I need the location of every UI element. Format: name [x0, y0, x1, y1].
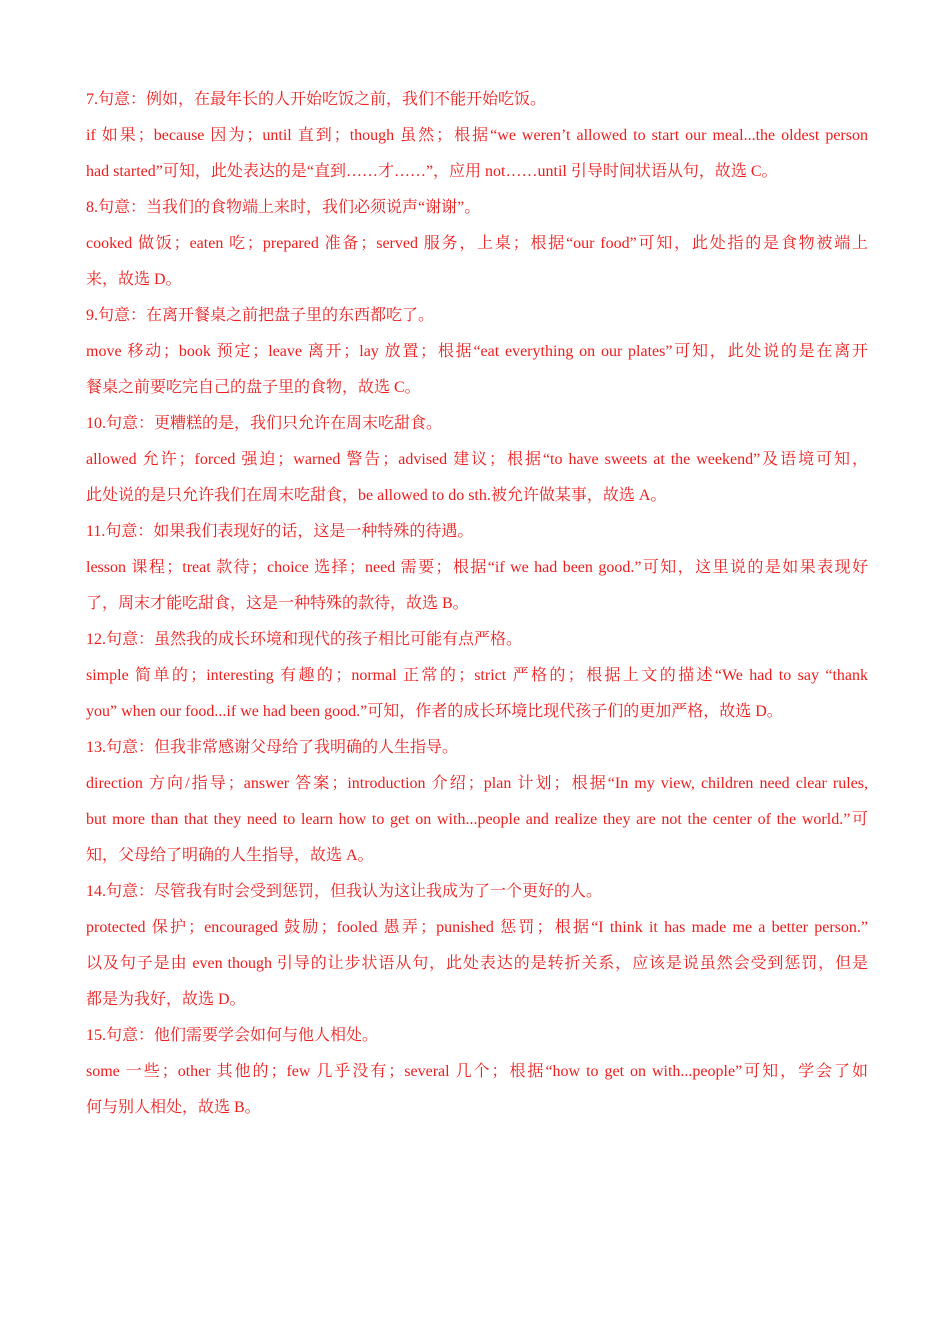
q10-explanation-line1: allowed 允许；forced 强迫；warned 警告；advised 建议；根据“to have sweets at the weekend”及语境可知， [86, 451, 868, 468]
q15-explanation-line1: some 一些；other 其他的；few 几乎没有；several 几个；根据“how to get on with...people”可知，学会了如 [86, 1063, 868, 1080]
q8-translation: 8.句意：当我们的食物端上来时，我们必须说声“谢谢”。 [86, 199, 481, 216]
q10-translation: 10.句意：更糟糕的是，我们只允许在周末吃甜食。 [86, 415, 443, 432]
q7-explanation-line1: if 如果；because 因为；until 直到；though 虽然；根据“we weren’t allowed to start our meal...the oldest person [86, 127, 868, 144]
q8-explanation-line1: cooked 做饭；eaten 吃；prepared 准备；served 服务，上桌；根据“our food”可知，此处指的是食物被端上 [86, 235, 868, 252]
q7-explanation-line2: had started”可知，此处表达的是“直到……才……”，应用 not……until 引导时间状语从句，故选 C。 [86, 163, 778, 180]
q13-explanation-line1: direction 方向/指导；answer 答案；introduction 介绍；plan 计划；根据“In my view, children need clear rules, [86, 775, 868, 792]
q15-translation: 15.句意：他们需要学会如何与他人相处。 [86, 1027, 379, 1044]
q8-explanation-line2: 来，故选 D。 [86, 271, 182, 288]
answer-explanations [86, 82, 868, 1126]
q11-translation: 11.句意：如果我们表现好的话，这是一种特殊的待遇。 [86, 523, 474, 540]
q15-explanation-line2: 何与别人相处，故选 B。 [86, 1099, 261, 1116]
q13-translation: 13.句意：但我非常感谢父母给了我明确的人生指导。 [86, 739, 459, 756]
q12-explanation-line2: you” when our food...if we had been good.”可知，作者的成长环境比现代孩子们的更加严格，故选 D。 [86, 703, 783, 720]
q9-explanation-line2: 餐桌之前要吃完自己的盘子里的食物，故选 C。 [86, 379, 421, 396]
q10-explanation-line2: 此处说的是只允许我们在周末吃甜食，be allowed to do sth.被允许做某事，故选 A。 [86, 487, 667, 504]
q7-translation: 7.句意：例如，在最年长的人开始吃饭之前，我们不能开始吃饭。 [86, 91, 547, 108]
q13-explanation-line3: 知，父母给了明确的人生指导，故选 A。 [86, 847, 374, 864]
q14-explanation-line3: 都是为我好，故选 D。 [86, 991, 246, 1008]
q9-explanation-line1: move 移动；book 预定；leave 离开；lay 放置；根据“eat everything on our plates”可知，此处说的是在离开 [86, 343, 868, 360]
q11-explanation-line2: 了，周末才能吃甜食，这是一种特殊的款待，故选 B。 [86, 595, 469, 612]
q12-translation: 12.句意：虽然我的成长环境和现代的孩子相比可能有点严格。 [86, 631, 523, 648]
q9-translation: 9.句意：在离开餐桌之前把盘子里的东西都吃了。 [86, 307, 435, 324]
q12-explanation-line1: simple 简单的；interesting 有趣的；normal 正常的；strict 严格的；根据上文的描述“We had to say “thank [86, 667, 868, 684]
q14-explanation-line1: protected 保护；encouraged 鼓励；fooled 愚弄；punished 惩罚；根据“I think it has made me a better person.” [86, 919, 868, 936]
q14-translation: 14.句意：尽管我有时会受到惩罚，但我认为这让我成为了一个更好的人。 [86, 883, 603, 900]
q11-explanation-line1: lesson 课程；treat 款待；choice 选择；need 需要；根据“if we had been good.”可知，这里说的是如果表现好 [86, 559, 868, 576]
q13-explanation-line2: but more than that they need to learn how to get on with...people and realize they are not the center of the world.”可 [86, 811, 868, 828]
q14-explanation-line2: 以及句子是由 even though 引导的让步状语从句，此处表达的是转折关系，应该是说虽然会受到惩罚，但是 [86, 955, 868, 972]
